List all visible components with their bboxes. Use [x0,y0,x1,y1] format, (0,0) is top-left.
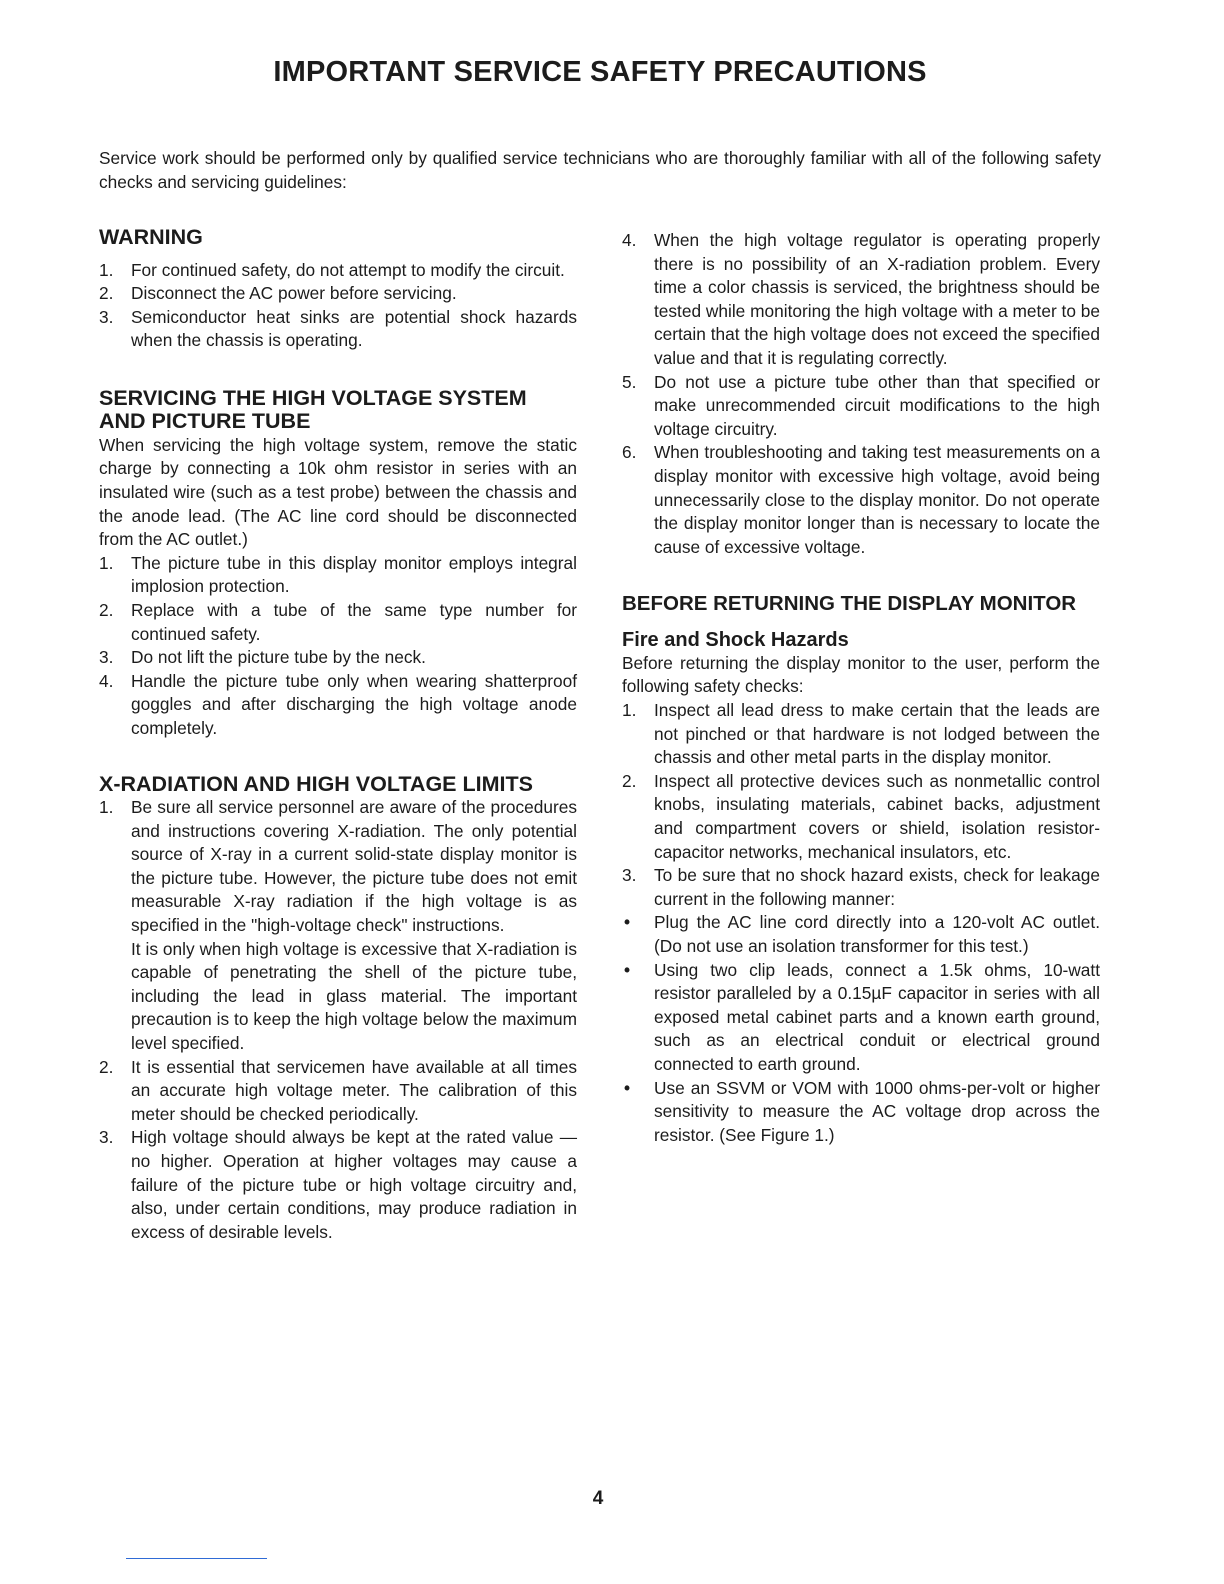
item-text: Do not lift the picture tube by the neck. [131,647,426,668]
item-text: When troubleshooting and taking test measurements on a display monitor with excessive high voltage, avoid being unnecessarily close to the display monitor. Do not operate the display monitor longer than is necessary to locate the cause of excessive voltage. [654,442,1100,557]
item-number: 6. [622,442,637,463]
servicing-paragraph: When servicing the high voltage system, remove the static charge by connecting a 10k ohm resistor in series with an insulated wire (such as a test probe) between the chassis and the anode lead. (The AC line cord should be disconnected from the AC outlet.) [99,434,577,550]
list-item [99,552,577,599]
item-text: Disconnect the AC power before servicing. [131,283,457,304]
xradiation-list-continued [622,229,1100,559]
list-item [99,259,577,283]
xradiation-heading: X-RADIATION AND HIGH VOLTAGE LIMITS [99,771,533,796]
item-number: 1. [622,700,637,720]
list-item [622,699,1100,770]
bullet-item [622,911,1100,958]
item-text: Inspect all protective devices such as nonmetallic control knobs, insulating materials, cabinet backs, adjustment and compartment covers or shield, isolation resistor-capacitor networks, mechanical insulators, etc. [654,770,1100,862]
list-item [99,1056,577,1127]
item-number: 2. [99,1056,114,1077]
item-number: 3. [99,1127,114,1148]
page-title: IMPORTANT SERVICE SAFETY PRECAUTIONS [273,56,927,88]
before-returning-heading: BEFORE RETURNING THE DISPLAY MONITOR [622,592,1077,616]
list-item [622,229,1100,371]
bullet-item [622,959,1100,1077]
item-number: 4. [622,230,637,250]
before-returning-paragraph: Before returning the display monitor to the user, perform the following safety checks: [622,652,1100,697]
list-item [622,864,1100,911]
item-text: Handle the picture tube only when wearing shatterproof goggles and after discharging the high voltage anode completely. [131,670,577,738]
list-item [99,599,577,646]
item-text-continued: It is only when high voltage is excessive that X-radiation is capable of penetrating the shell of the picture tube, including the lead in glass material. The important precaution is to keep the high voltage below the maximum level specified. [131,938,577,1054]
item-text: Semiconductor heat sinks are potential shock hazards when the chassis is operating. [131,306,577,351]
list-item [99,306,577,353]
xradiation-list [99,796,577,1244]
item-number: 2. [99,600,114,621]
item-text: To be sure that no shock hazard exists, check for leakage current in the following manner: [654,865,1100,909]
item-text: It is essential that servicemen have available at all times an accurate high voltage meter. The calibration of this meter should be checked periodically. [131,1056,577,1124]
right-column [622,229,1100,1147]
list-item [99,796,577,1056]
bullet-icon: • [624,1077,631,1098]
item-text: Be sure all service personnel are aware of the procedures and instructions covering X-radiation. The only potential source of X-ray in a current solid-state display monitor is the picture tube. However, the picture tube does not emit measurable X-ray radiation if the high voltage is as specified in the "high-voltage check" instructions. [131,797,577,936]
item-text: Replace with a tube of the same type number for continued safety. [131,600,577,644]
page-number: 4 [592,1488,604,1509]
list-item [99,646,577,670]
warning-list [99,259,577,353]
servicing-heading: SERVICING THE HIGH VOLTAGE SYSTEM AND PICTURE TUBE [99,385,527,434]
safety-checks-list [622,699,1100,911]
item-text: Use an SSVM or VOM with 1000 ohms-per-volt or higher sensitivity to measure the AC voltage drop across the resistor. (See Figure 1.) [654,1077,1100,1145]
list-item [622,441,1100,559]
list-item [99,670,577,741]
item-text: Inspect all lead dress to make certain that the leads are not pinched or that hardware is not lodged between the chassis and other metal parts in the display monitor. [654,700,1100,768]
intro-paragraph: Service work should be performed only by qualified service technicians who are thoroughly familiar with all of the following safety checks and servicing guidelines: [99,148,1101,192]
item-number: 3. [622,865,637,886]
item-text: For continued safety, do not attempt to modify the circuit. [131,259,565,280]
item-number: 3. [99,647,114,668]
servicing-list [99,552,577,741]
warning-heading: WARNING [99,225,203,249]
bullet-item [622,1077,1100,1148]
item-text: Plug the AC line cord directly into a 120-volt AC outlet. (Do not use an isolation transformer for this test.) [654,912,1100,956]
list-item [622,371,1100,442]
item-number: 5. [622,371,637,392]
fire-shock-subheading: Fire and Shock Hazards [622,628,849,651]
item-text: The picture tube in this display monitor employs integral implosion protection. [131,552,577,597]
item-text: When the high voltage regulator is operating properly there is no possibility of an X-radiation problem. Every time a color chassis is serviced, the brightness should be tested while monitoring the high voltage with a meter to be certain that the high voltage does not exceed the specified value and that it is regulating correctly. [654,230,1100,368]
left-column [99,226,577,1244]
list-item [99,282,577,306]
list-item [622,770,1100,864]
leakage-test-bullets [622,911,1100,1147]
bullet-icon: • [624,959,631,980]
item-number: 2. [99,283,114,304]
item-number: 2. [622,770,637,791]
item-number: 1. [99,797,114,818]
footer-rule [126,1558,267,1559]
item-text: High voltage should always be kept at the rated value — no higher. Operation at higher voltages may cause a failure of the picture tube or high voltage circuitry and, also, under certain conditions, may produce radiation in excess of desirable levels. [131,1127,577,1242]
list-item [99,1126,577,1244]
bullet-icon: • [624,912,631,933]
item-text: Using two clip leads, connect a 1.5k ohms, 10-watt resistor paralleled by a 0.15µF capacitor in series with all exposed metal cabinet parts and a known earth ground, such as an electrical conduit or electrical ground connected to earth ground. [654,959,1100,1074]
item-number: 1. [99,552,114,573]
item-number: 1. [99,259,114,280]
item-number: 3. [99,306,114,327]
item-number: 4. [99,670,114,691]
item-text: Do not use a picture tube other than that specified or make unrecommended circuit modifications to the high voltage circuitry. [654,371,1100,439]
